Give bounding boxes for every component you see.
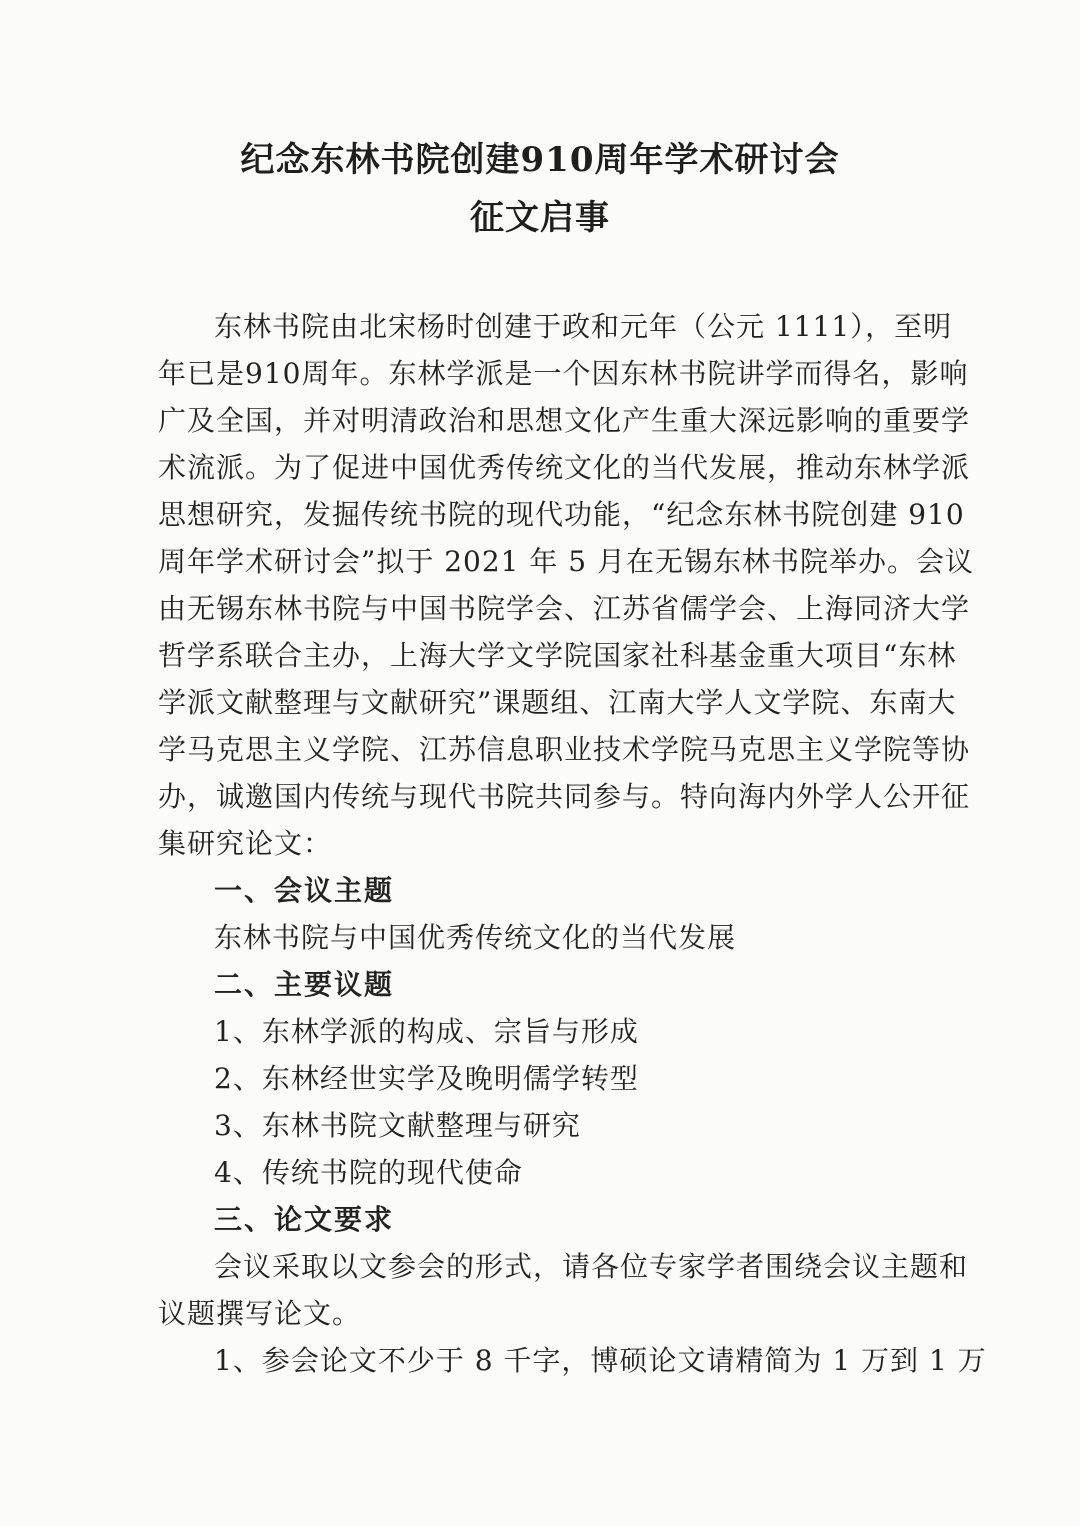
intro-line: 学派文献整理与文献研究”课题组、江南大学人文学院、东南大: [158, 686, 957, 719]
intro-line: 办，诚邀国内传统与现代书院共同参与。特向海内外学人公开征: [158, 780, 971, 813]
intro-line: 东林书院由北宋杨时创建于政和元年（公元 1111），至明: [214, 310, 953, 343]
document-title: 纪念东林书院创建910周年学术研讨会: [240, 140, 840, 180]
intro-line: 学马克思主义学院、江苏信息职业技术学院马克思主义学院等协: [158, 733, 971, 766]
section-heading-theme: 一、会议主题: [214, 874, 395, 907]
requirements-line: 会议采取以文参会的形式，请各位专家学者围绕会议主题和: [214, 1250, 969, 1283]
topic-item: 1、东林学派的构成、宗旨与形成: [214, 1015, 639, 1048]
topic-item: 3、东林书院文献整理与研究: [214, 1109, 581, 1142]
intro-line: 哲学系联合主办，上海大学文学院国家社科基金重大项目“东林: [158, 639, 957, 672]
intro-line: 由无锡东林书院与中国书院学会、江苏省儒学会、上海同济大学: [158, 592, 971, 625]
section-heading-topics: 二、主要议题: [214, 968, 395, 1001]
intro-line: 集研究论文：: [158, 827, 333, 860]
requirement-item: 1、参会论文不少于 8 千字，博硕论文请精简为 1 万到 1 万: [214, 1344, 987, 1377]
intro-line: 广及全国，并对明清政治和思想文化产生重大深远影响的重要学: [158, 404, 971, 437]
topic-item: 2、东林经世实学及晚明儒学转型: [214, 1062, 639, 1095]
theme-content: 东林书院与中国优秀传统文化的当代发展: [214, 921, 737, 954]
requirements-line: 议题撰写论文。: [158, 1297, 362, 1330]
intro-line: 术流派。为了促进中国优秀传统文化的当代发展，推动东林学派: [158, 451, 971, 484]
section-heading-requirements: 三、论文要求: [214, 1203, 395, 1236]
document-subtitle: 征文启事: [470, 198, 610, 238]
intro-line: 思想研究，发掘传统书院的现代功能，“纪念东林书院创建 910: [158, 498, 965, 531]
document-body: [158, 303, 987, 1384]
topic-item: 4、传统书院的现代使命: [214, 1156, 523, 1189]
intro-line: 年已是910周年。东林学派是一个因东林书院讲学而得名，影响: [158, 357, 969, 390]
intro-line: 周年学术研讨会”拟于 2021 年 5 月在无锡东林书院举办。会议: [158, 545, 974, 578]
